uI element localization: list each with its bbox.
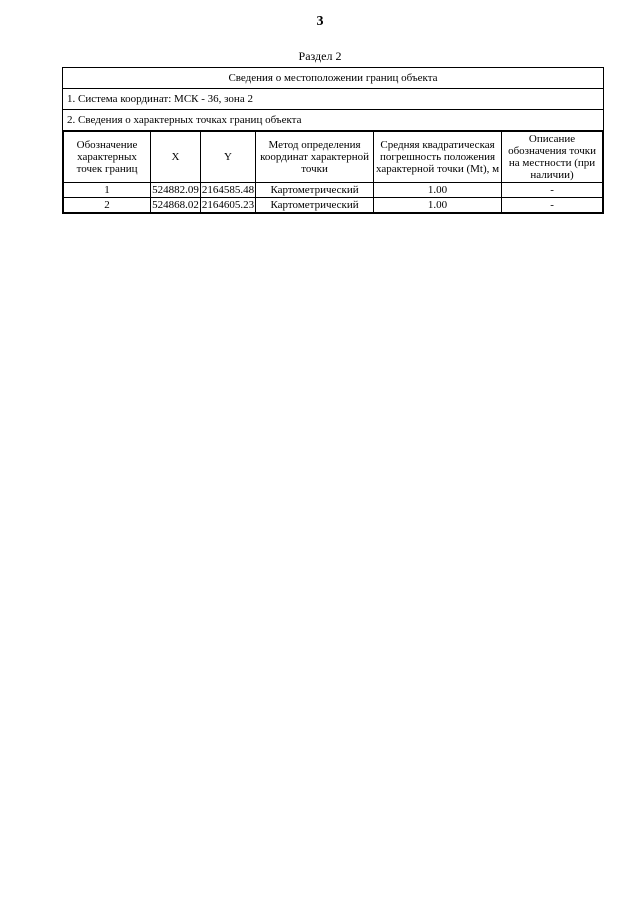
table-row: 2 524868.02 2164605.23 Картометрический 1.00 - — [64, 198, 603, 213]
table-title: Сведения о местоположении границ объекта — [63, 68, 603, 89]
points-title: 2. Сведения о характерных точках границ объекта — [63, 110, 603, 131]
page-number: 3 — [316, 14, 324, 29]
points-table — [63, 131, 603, 213]
coord-system: 1. Система координат: МСК - 36, зона 2 — [63, 89, 603, 110]
header-row: Обозначение характерных точек границ X Y Метод определения координат характерной точки Средняя квадратическая погрешность положения характерной точки (Mt), м Описание обозначения точки на местности (при наличии) — [64, 132, 603, 183]
info-table — [62, 67, 604, 214]
section-title: Раздел 2 — [298, 49, 342, 63]
table-row: 1 524882.09 2164585.48 Картометрический 1.00 - — [64, 183, 603, 198]
